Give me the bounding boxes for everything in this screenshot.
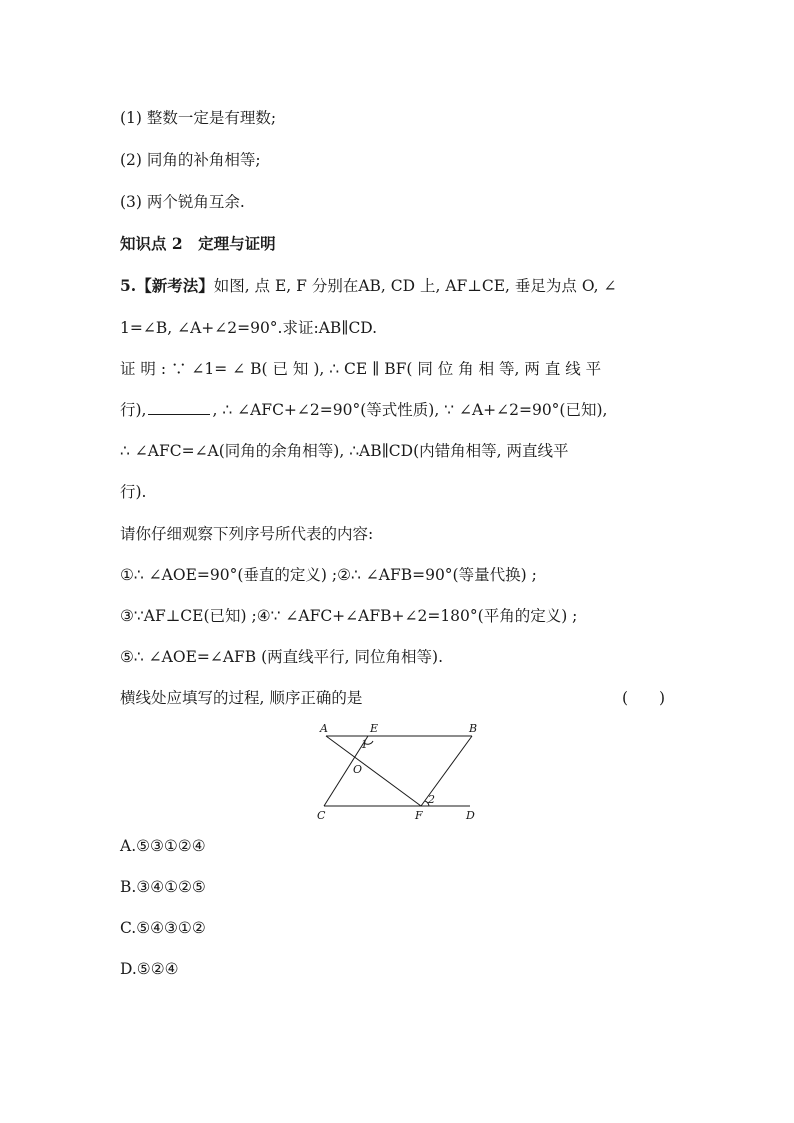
problem-number: 5. (120, 276, 137, 295)
option-line-1: ①∴ ∠AOE=90°(垂直的定义) ;②∴ ∠AFB=90°(等量代换) ; (120, 566, 537, 584)
choice-B[interactable]: B.③④①②⑤ (120, 878, 206, 896)
label-B: B (469, 722, 478, 735)
label-E: E (370, 722, 379, 735)
proof-line4: 行). (120, 483, 147, 501)
problem-tag: 【新考法】 (136, 276, 214, 295)
label-C: C (317, 809, 326, 822)
statement-3: (3) 两个锐角互余. (120, 193, 245, 211)
answer-paren[interactable]: ( ) (622, 689, 666, 707)
statement-2: (2) 同角的补角相等; (120, 151, 261, 169)
option-line-3: ⑤∴ ∠AOE=∠AFB (两直线平行, 同位角相等). (120, 648, 444, 666)
angle-1-arc (364, 741, 373, 744)
proof-line1: 证 明 : ∵ ∠1= ∠ B( 已 知 ), ∴ CE ∥ BF( 同 位 角 相 等, 两 直 线 平 (120, 360, 602, 378)
instruction: 请你仔细观察下列序号所代表的内容: (120, 525, 374, 543)
label-2: 2 (428, 793, 435, 806)
angle-2-arc (425, 801, 429, 806)
label-1: 1 (361, 738, 368, 751)
statement-1: (1) 整数一定是有理数; (120, 109, 277, 127)
label-O: O (353, 763, 363, 776)
proof-line2-pre: 行), (120, 401, 147, 419)
problem-stem-a: 如图, 点 E, F 分别在AB, CD 上, AF⊥CE, 垂足为点 O, ∠ (213, 277, 617, 295)
section-title: 知识点 2 定理与证明 (120, 234, 276, 253)
segment-AF (326, 736, 421, 806)
label-A: A (320, 722, 328, 735)
problem-stem-line2: 1=∠B, ∠A+∠2=90°.求证:AB∥CD. (120, 319, 378, 337)
question-text: 横线处应填写的过程, 顺序正确的是 (120, 689, 363, 707)
choice-D[interactable]: D.⑤②④ (120, 960, 179, 978)
proof-line3: ∴ ∠AFC=∠A(同角的余角相等), ∴AB∥CD(内错角相等, 两直线平 (120, 442, 569, 460)
choice-A[interactable]: A.⑤③①②④ (120, 837, 206, 855)
segment-BF (421, 736, 472, 806)
proof-line2 (120, 400, 607, 420)
proof-line2-post: , ∴ ∠AFC+∠2=90°(等式性质), ∵ ∠A+∠2=90°(已知), (212, 401, 608, 419)
label-D: D (466, 809, 475, 822)
choice-C[interactable]: C.⑤④③①② (120, 919, 206, 937)
segment-EC (324, 736, 368, 806)
problem-stem-line1 (120, 276, 616, 296)
option-line-2: ③∵AF⊥CE(已知) ;④∵ ∠AFC+∠AFB+∠2=180°(平角的定义) ; (120, 607, 578, 625)
label-F: F (415, 809, 423, 822)
answer-blank[interactable] (148, 400, 210, 415)
